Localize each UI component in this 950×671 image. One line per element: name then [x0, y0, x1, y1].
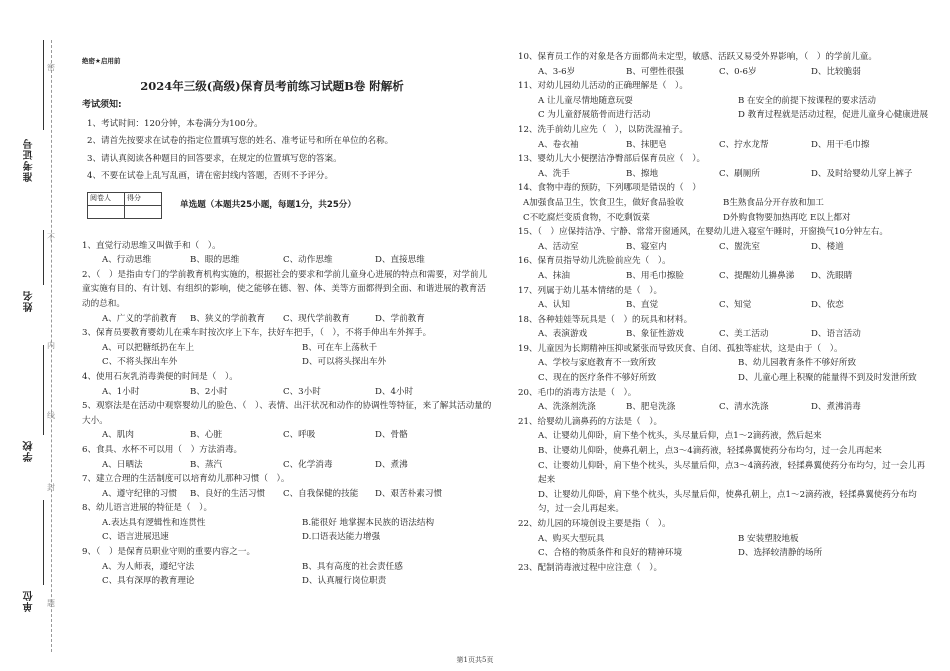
option-row: [518, 211, 928, 226]
option[interactable]: B、狭义的学前教育: [190, 313, 266, 324]
option[interactable]: B、用毛巾擦脸: [626, 270, 684, 281]
question-text: 6、食具、水杯不可以用（ ）方法消毒。: [82, 444, 243, 455]
option-row: [518, 108, 928, 123]
option[interactable]: A、日晒法: [102, 459, 143, 470]
question-text: 23、配制消毒液过程中应注意（ ）。: [518, 562, 663, 573]
option-row: [518, 400, 928, 415]
option[interactable]: D、骨骼: [375, 430, 408, 441]
question-list-left: [82, 239, 494, 589]
option[interactable]: D、儿童心理上积聚的能量得不到及时发泄所致: [738, 373, 917, 384]
option-row: [82, 253, 494, 268]
option[interactable]: C、现代学前教育: [283, 313, 350, 324]
option[interactable]: B 在安全的前提下按课程的要求活动: [738, 95, 876, 106]
question-text: 20、毛巾的消毒方法是（ ）。: [518, 387, 637, 398]
option[interactable]: D、楼道: [811, 241, 844, 252]
question-text: 17、列属于幼儿基本情绪的是（ ）。: [518, 285, 663, 296]
option[interactable]: A、卷衣袖: [538, 139, 579, 150]
option[interactable]: C、清水洗涤: [719, 402, 769, 413]
question-text: 15、（ ）应保持洁净、宁静、常常开窗通风，在婴幼儿进入寝室午睡时，开窗换气10分钟左右。: [518, 227, 888, 238]
question-text: 5、观察法是在活动中观察婴幼儿的脸色、（ ）、表情、出汗状况和动作的协调性等特征，来了解其活动量的大小。: [82, 401, 492, 426]
option[interactable]: B.能很好 地掌握本民族的语法结构: [302, 517, 435, 528]
option[interactable]: B、直觉: [626, 300, 659, 311]
option[interactable]: D、可以将头探出车外: [302, 357, 387, 368]
score-table: [87, 192, 162, 219]
section-heading: 单选题（本题共25小题，每题1分，共25分）: [180, 199, 356, 210]
option[interactable]: D、4小时: [375, 386, 414, 397]
option-row: [518, 546, 928, 561]
option[interactable]: D、煮沸: [375, 459, 408, 470]
option[interactable]: C、化学消毒: [283, 459, 333, 470]
option[interactable]: D、煮沸消毒: [811, 402, 861, 413]
option-row: [82, 312, 494, 327]
option-row: [82, 487, 494, 502]
option-row: [518, 65, 928, 80]
option[interactable]: C、呼吸: [283, 430, 316, 441]
option[interactable]: C、语言进展迅速: [102, 532, 169, 543]
option[interactable]: B、眼的思维: [190, 255, 240, 266]
right-column: [518, 50, 928, 575]
question-text: 13、婴幼儿大小便摆洁净臀部后保育员应（ ）。: [518, 154, 706, 165]
option[interactable]: B、良好的生活习惯: [190, 488, 266, 499]
option[interactable]: C、让婴幼儿仰卧，肩下垫个枕头，头尽量后仰，点3～4滴药液，轻揉鼻翼使药分布均匀，过一会儿再起来: [538, 460, 926, 486]
option-row: [518, 196, 928, 211]
question-text: 14、食物中毒的预防，下列哪项是错误的（ ）: [518, 183, 701, 194]
option[interactable]: B 安装塑胶地板: [738, 533, 799, 544]
option[interactable]: A、1小时: [102, 386, 140, 397]
notice-item: 4、不要在试卷上乱写乱画，请在密封线内答题，否则不予评分。: [87, 171, 334, 182]
option[interactable]: B、可在车上荡秋千: [302, 342, 378, 353]
option[interactable]: C不吃腐烂变质食物，不吃剩饭菜: [523, 212, 650, 223]
option[interactable]: D、比较脆弱: [811, 66, 861, 77]
option[interactable]: A、洗涤剂洗涤: [538, 402, 596, 413]
option[interactable]: C、知觉: [719, 300, 752, 311]
option[interactable]: D、直接思维: [375, 255, 425, 266]
option[interactable]: A、遵守纪律的习惯: [102, 488, 177, 499]
option[interactable]: B、寝室内: [626, 241, 667, 252]
option[interactable]: C 为儿童舒展筋骨而进行活动: [538, 110, 651, 121]
option[interactable]: B、象征性游戏: [626, 329, 684, 340]
question-text: 10、保育员工作的对象是各方面都尚未定型，敏感、活跃又易受外界影响，（ ）的学前儿童。: [518, 52, 877, 62]
notice-heading: 考试须知:: [82, 99, 122, 110]
option-row: [518, 371, 928, 386]
option[interactable]: B、2小时: [190, 386, 228, 397]
option-row: [82, 355, 494, 370]
option[interactable]: D.口语表达能力增强: [302, 532, 381, 543]
option[interactable]: B、肥皂洗涤: [626, 402, 676, 413]
option[interactable]: B、擦地: [626, 168, 659, 179]
question-text: 7、建立合理的生活制度可以培育幼儿那种习惯（ ）。: [82, 474, 290, 485]
binding-label-name: 姓名: [24, 290, 35, 312]
question-text: 11、对幼儿园幼儿活动的正确理解是（ ）。: [518, 81, 688, 92]
option-row: [518, 94, 928, 109]
binding-label-school: 学校: [24, 440, 35, 462]
question-text: 3、保育员要教育婴幼儿在乘车时按次序上下车，扶好车把手，（ ），不将手伸出车外挥手。: [82, 328, 432, 339]
option[interactable]: D、让婴幼儿仰卧，肩下垫个枕头，头尽量后仰，使鼻孔朝上，点1～2滴药液，轻揉鼻翼使药分布均匀，过一会儿再起来。: [538, 489, 917, 515]
option[interactable]: C、盥洗室: [719, 241, 760, 252]
question-text: 19、儿童因为长期精神压抑或紧张而导致厌食、自闭、孤独等症状，这是由于（ ）。: [518, 343, 843, 354]
option[interactable]: A、为人师表，遵纪守法: [102, 561, 195, 572]
question-text: 21、给婴幼儿滴鼻药的方法是（ ）。: [518, 416, 663, 427]
option[interactable]: D、用干毛巾擦: [811, 139, 870, 150]
option[interactable]: B生熟食品分开存放和加工: [723, 197, 824, 208]
option[interactable]: D、认真履行岗位职责: [302, 576, 387, 587]
notice-list: [87, 116, 494, 186]
seal-char: 题: [47, 599, 55, 608]
notice-item: 3、请认真阅读各种题目的回答要求，在规定的位置填写您的答案。: [87, 153, 342, 164]
option[interactable]: C、3小时: [283, 386, 321, 397]
question-text: 18、各种娃娃等玩具是（ ）的玩具和材料。: [518, 314, 693, 325]
option[interactable]: A、洗手: [538, 168, 570, 179]
option-row: [518, 532, 928, 547]
page-title: 2024年三级(高级)保育员考前练习试题B卷 附解析: [140, 78, 404, 93]
option[interactable]: A.表达具有逻辑性和连贯性: [102, 517, 206, 528]
seal-char: 线: [47, 411, 55, 420]
option[interactable]: D、及时给婴幼儿穿上裤子: [811, 168, 913, 179]
option-row: [82, 516, 494, 531]
option-row: [82, 385, 494, 400]
question-text: 22、幼儿园的环境创设主要是指（ ）。: [518, 519, 671, 529]
option-row: [518, 138, 928, 153]
seal-char: 封: [47, 483, 55, 492]
question-text: 8、幼儿语言进展的特征是（ ）。: [82, 503, 213, 514]
question-text: 9、（ ）是保育员职业守则的重要内容之一。: [82, 547, 256, 558]
option[interactable]: D、学前教育: [375, 313, 425, 324]
unit-line: [43, 500, 44, 585]
option-row: [518, 240, 928, 255]
option[interactable]: D、依恋: [811, 300, 844, 311]
page-footer: 第1页共5页: [456, 656, 494, 664]
option[interactable]: A、广义的学前教育: [102, 313, 177, 324]
option-row: [518, 356, 928, 371]
option[interactable]: C、不将头探出车外: [102, 357, 178, 368]
option-row: [82, 458, 494, 473]
option[interactable]: A、可以把糖纸扔在车上: [102, 342, 195, 353]
option[interactable]: D 教育过程就是活动过程，促进儿童身心健康进展: [738, 110, 929, 121]
score-label: 得分: [125, 192, 162, 205]
option[interactable]: A、肌肉: [102, 430, 134, 441]
option[interactable]: C、刷厕所: [719, 168, 760, 179]
option[interactable]: A、行动思维: [102, 255, 152, 266]
option-row: [82, 341, 494, 356]
option-row: [518, 167, 928, 182]
option-row: [82, 428, 494, 443]
secret-mark: 绝密★启用前: [82, 57, 121, 65]
binding-label-unit: 单位: [24, 590, 35, 612]
option[interactable]: A、学校与家庭教育不一致所致: [538, 358, 656, 369]
option[interactable]: C、提醒幼儿擤鼻涕: [719, 270, 795, 281]
option[interactable]: B、让婴幼儿仰卧，使鼻孔朝上，点3～4滴药液，轻揉鼻翼使药分布均匀，过一会儿再起来: [538, 446, 882, 457]
option[interactable]: C、0-6岁: [719, 66, 757, 77]
seal-char: 内: [47, 341, 55, 350]
option[interactable]: A、活动室: [538, 241, 579, 252]
option[interactable]: B、心脏: [190, 430, 223, 441]
question-list-right: [518, 50, 928, 575]
score-row: [82, 192, 494, 219]
score-cell[interactable]: [125, 205, 162, 218]
option[interactable]: A、让婴幼儿仰卧，肩下垫个枕头，头尽量后仰，点1～2滴药液，然后起来: [538, 431, 822, 442]
option[interactable]: C、动作思维: [283, 255, 333, 266]
option[interactable]: B、幼儿园教育条件不够好所致: [738, 358, 857, 369]
option[interactable]: C、现在的医疗条件不够好所致: [538, 373, 657, 384]
option-row: [82, 574, 494, 589]
option[interactable]: A、购买大型玩具: [538, 533, 605, 544]
notice-item: 2、请首先按要求在试卷的指定位置填写您的姓名、准考证号和所在单位的名称。: [87, 136, 394, 147]
grader-label: 阅卷人: [88, 192, 125, 205]
option[interactable]: B、可塑性很强: [626, 66, 684, 77]
option[interactable]: C、合格的物质条件和良好的精神环境: [538, 548, 683, 559]
option[interactable]: D外购食物要加热再吃 E以上都对: [723, 212, 851, 223]
option[interactable]: A加强食品卫生，饮食卫生，做好食品验收: [523, 197, 684, 208]
option[interactable]: D、洗眼睛: [811, 270, 853, 281]
option[interactable]: D、选择较清静的场所: [738, 548, 823, 559]
binding-strip: [0, 0, 55, 671]
option[interactable]: C、美工活动: [719, 329, 769, 340]
question-text: 2、（ ）是指由专门的学前教育机构实施的，根据社会的要求和学前儿童身心进展的特点和需要，对学前儿童实施有目的、有计划、有组织的影响，使之能够在德、智、体、美等方面都得到全面、和谐进展的教育活动的总和。: [82, 269, 488, 309]
option[interactable]: C、拧水龙帮: [719, 139, 769, 150]
question-text: 1、直觉行动思维又叫做手和（ ）。: [82, 240, 221, 251]
question-text: 4、使用石灰乳消毒粪便的时间是（ ）。: [82, 371, 238, 382]
option[interactable]: A 让儿童尽情地随意玩耍: [538, 95, 633, 106]
option[interactable]: A、3-6岁: [538, 66, 576, 77]
binding-label-exam-number: 准考证号: [24, 138, 35, 182]
option-row: [518, 327, 928, 342]
seal-char: 不: [47, 233, 55, 242]
question-text: 16、保育员指导幼儿洗脸前应先（ ）。: [518, 256, 671, 267]
option[interactable]: C、具有深厚的教育理论: [102, 576, 195, 587]
option[interactable]: B、抹肥皂: [626, 139, 667, 150]
question-text: 12、洗手前幼儿应先（ ），以防洗湿袖子。: [518, 124, 688, 135]
name-line: [43, 230, 44, 285]
option-row: [82, 560, 494, 575]
option[interactable]: A、抹油: [538, 270, 570, 281]
notice-item: 1、考试时间：120分钟，本卷满分为100分。: [87, 118, 263, 129]
option[interactable]: D、艰苦朴素习惯: [375, 488, 443, 499]
option[interactable]: D、语言活动: [811, 329, 861, 340]
exam-number-line: [43, 40, 44, 130]
option[interactable]: A、认知: [538, 300, 570, 311]
option-row: [82, 530, 494, 545]
school-line: [43, 345, 44, 435]
seal-char: 密: [47, 63, 55, 72]
option-row: [518, 298, 928, 313]
option[interactable]: B、具有高度的社会责任感: [302, 561, 403, 572]
option-row: [518, 269, 928, 284]
grader-cell[interactable]: [88, 205, 125, 218]
left-column: [82, 50, 494, 589]
option[interactable]: C、自我保健的技能: [283, 488, 359, 499]
option[interactable]: B、蒸汽: [190, 459, 223, 470]
option[interactable]: A、表演游戏: [538, 329, 588, 340]
